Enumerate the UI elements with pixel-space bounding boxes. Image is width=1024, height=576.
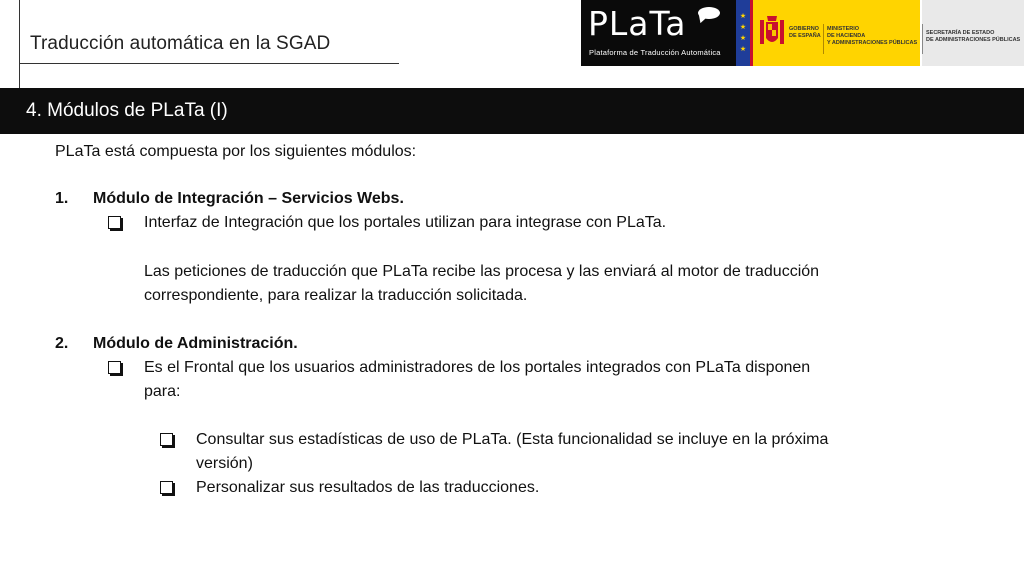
bullet-text: para: (144, 383, 181, 400)
logo-divider (823, 24, 824, 54)
presentation-title: Traducción automática en la SGAD (30, 33, 331, 54)
coat-of-arms-icon (758, 14, 786, 50)
flag-stripe (750, 0, 753, 66)
sub-bullet-text: versión) (196, 455, 253, 472)
module-title: Módulo de Administración. (93, 335, 298, 352)
gobierno-text: GOBIERNO DE ESPAÑA (789, 26, 821, 39)
checkbox-bullet-icon (160, 481, 173, 494)
module-number: 1. (55, 190, 69, 207)
section-title: 4. Módulos de PLaTa (I) (26, 100, 228, 121)
section-title-bar (0, 88, 1024, 134)
paragraph-line: Las peticiones de traducción que PLaTa recibe las procesa y las enviará al motor de traducción (144, 263, 820, 280)
header-vertical-rule (19, 0, 20, 90)
plata-logo (581, 0, 736, 66)
intro-text: PLaTa está compuesta por los siguientes módulos: (55, 143, 417, 160)
government-logo (736, 0, 920, 66)
logo-divider (922, 24, 923, 54)
bullet-text: Interfaz de Integración que los portales utilizan para integrase con PLaTa. (144, 214, 667, 231)
module-title: Módulo de Integración – Servicios Webs. (93, 190, 404, 207)
plata-logo-subtitle: Plataforma de Traducción Automática (589, 48, 721, 57)
bullet-text: Es el Frontal que los usuarios administradores de los portales integrados con PLaTa disponen (144, 359, 811, 376)
plata-logo-word: PLaTa (588, 4, 687, 43)
secretaria-text: SECRETARÍA DE ESTADO DE ADMINISTRACIONES PÚBLICAS (926, 30, 1021, 43)
secretaria-logo (922, 0, 1024, 66)
checkbox-bullet-icon (160, 433, 173, 446)
checkbox-bullet-icon (108, 361, 121, 374)
ministerio-text: MINISTERIO DE HACIENDA Y ADMINISTRACIONES PÚBLICAS (827, 26, 918, 46)
paragraph-line: correspondiente, para realizar la traducción solicitada. (144, 287, 528, 304)
sub-bullet-text: Consultar sus estadísticas de uso de PLaTa. (Esta funcionalidad se incluye en la próxima (196, 431, 829, 448)
checkbox-bullet-icon (108, 216, 121, 229)
module-number: 2. (55, 335, 69, 352)
sub-bullet-text: Personalizar sus resultados de las traducciones. (196, 479, 540, 496)
eu-flag-icon: ★ ★ ★ ★ (736, 0, 750, 66)
header-horizontal-rule (19, 63, 399, 64)
